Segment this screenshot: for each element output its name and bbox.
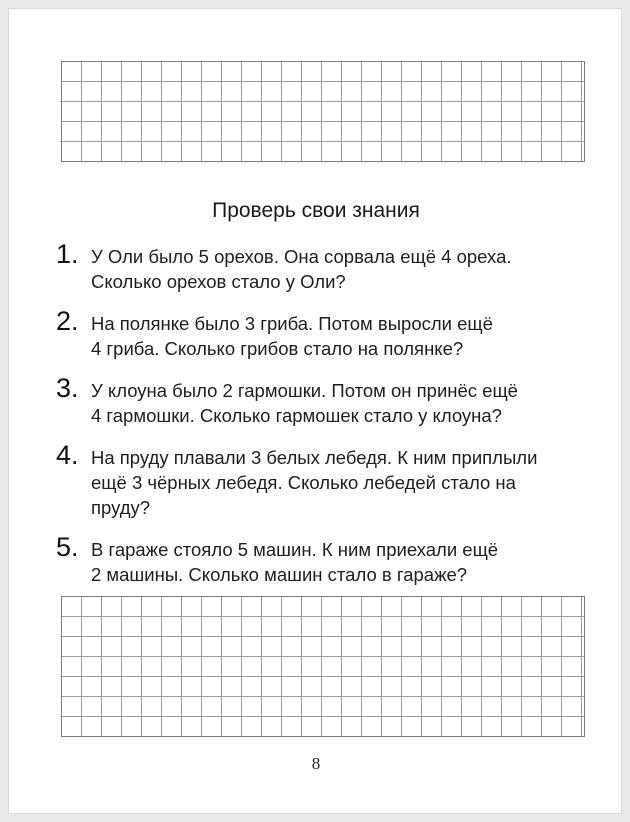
- page-number: 8: [311, 754, 321, 773]
- task-line: ещё 3 чёрных лебедя. Сколько лебедей стало на: [91, 472, 516, 493]
- workbook-page: [8, 8, 622, 814]
- task-text: [91, 537, 591, 587]
- task-line: 4 гриба. Сколько грибов стало на полянке?: [91, 338, 464, 359]
- task-number: 4.: [56, 440, 79, 470]
- task-line: У Оли было 5 орехов. Она сорвала ещё 4 ореха.: [91, 246, 512, 267]
- task-line: У клоуна было 2 гармошки. Потом он принёс ещё: [91, 380, 518, 401]
- task-text: [91, 244, 591, 294]
- task-line: На пруду плавали 3 белых лебедя. К ним приплыли: [91, 447, 538, 468]
- task-number: 3.: [56, 373, 79, 403]
- page-title: Проверь свои знания: [212, 199, 420, 222]
- task-number: 1.: [56, 239, 79, 269]
- task-text: [91, 378, 591, 428]
- task-number: 5.: [56, 532, 79, 562]
- answer-grid-bottom[interactable]: [61, 596, 585, 737]
- task-line: В гараже стояло 5 машин. К ним приехали ещё: [91, 539, 499, 560]
- task-line: 4 гармошки. Сколько гармошек стало у клоуна?: [91, 405, 502, 426]
- task-line: 2 машины. Сколько машин стало в гараже?: [91, 564, 468, 585]
- answer-grid-top[interactable]: [61, 61, 585, 162]
- task-line: На полянке было 3 гриба. Потом выросли ещё: [91, 313, 493, 334]
- task-text: [91, 445, 591, 520]
- task-text: [91, 311, 591, 361]
- task-line: Сколько орехов стало у Оли?: [91, 271, 346, 292]
- task-line: пруду?: [91, 497, 151, 518]
- task-number: 2.: [56, 306, 79, 336]
